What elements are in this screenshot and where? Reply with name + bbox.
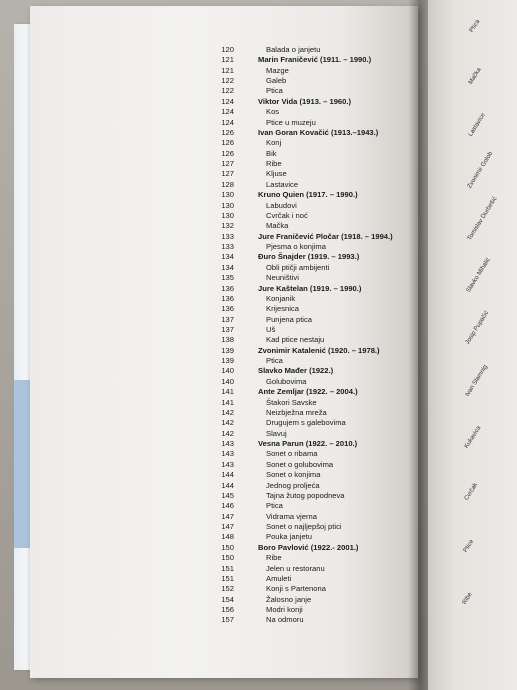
toc-page-number: 133 (221, 242, 234, 252)
opposite-page-line: Ivan Slamnig (463, 363, 489, 398)
toc-poem-title: Neizbježna mreža (266, 407, 327, 417)
toc-page-number: 127 (221, 159, 234, 169)
opposite-page-line: Ribe (461, 591, 475, 606)
toc-poem-title: Sonet o ribama (266, 449, 318, 459)
toc-page-number: 136 (221, 293, 234, 303)
toc-page-number: 152 (221, 584, 234, 594)
toc-author-name: Vesna Parun (1922. – 2010.) (258, 439, 358, 449)
toc-page-number: 121 (221, 55, 234, 65)
left-page (30, 6, 418, 678)
toc-page-number: 134 (221, 262, 234, 272)
toc-author-name: Ante Zemljar (1922. – 2004.) (258, 387, 358, 397)
toc-poem-title: Neuništivi (266, 273, 299, 283)
toc-page-number: 145 (221, 490, 234, 500)
toc-entry-row (30, 614, 450, 626)
toc-page-number: 126 (221, 138, 234, 148)
opposite-page-line: Lastavice (466, 111, 487, 138)
toc-author-name: Viktor Vida (1913. – 1960.) (258, 96, 352, 106)
toc-page-number: 135 (221, 273, 234, 283)
toc-page-number: 146 (221, 501, 234, 511)
toc-poem-title: Amuleti (266, 573, 292, 583)
toc-poem-title: Mačka (266, 221, 289, 231)
toc-poem-title: Tajna žutog popodneva (266, 490, 345, 500)
toc-page-number: 142 (221, 407, 234, 417)
toc-page-number: 144 (221, 470, 234, 480)
toc-page-number: 130 (221, 210, 234, 220)
toc-page-number: 122 (221, 76, 234, 86)
toc-poem-title: Ptica (266, 356, 283, 366)
toc-page-number: 156 (221, 604, 234, 614)
toc-page-number: 139 (221, 345, 234, 355)
toc-page-number: 136 (221, 283, 234, 293)
toc-author-name: Marin Franičević (1911. – 1990.) (258, 55, 372, 65)
toc-poem-title: Pouka janjetu (266, 532, 313, 542)
toc-poem-title: Žalosno janje (266, 594, 312, 604)
opposite-page-line: Josip Pupačić (464, 309, 491, 346)
toc-page-number: 143 (221, 459, 234, 469)
toc-page-number: 147 (221, 522, 234, 532)
toc-author-name: Ivan Goran Kovačić (1913.–1943.) (258, 127, 379, 137)
toc-poem-title: Punjena ptica (266, 314, 313, 324)
opposite-page-line: Slavko Mihalić (465, 256, 492, 294)
opposite-page-line: Mačka (467, 66, 483, 86)
toc-poem-title: Modri konji (266, 604, 303, 614)
toc-poem-title: Sonet o konjima (266, 470, 321, 480)
toc-poem-title: Obli ptičji ambijenti (266, 262, 330, 272)
toc-page-number: 136 (221, 304, 234, 314)
opposite-page-line: Cvrčak (462, 481, 479, 502)
toc-page-number: 140 (221, 376, 234, 386)
toc-poem-title: Lastavice (266, 179, 299, 189)
right-page (428, 0, 517, 690)
toc-poem-title: Uš (266, 324, 276, 334)
toc-page-number: 150 (221, 553, 234, 563)
opposite-page-line: Tomislav Durbešić (465, 195, 499, 242)
toc-author-name: Kruno Quien (1917. – 1990.) (258, 190, 358, 200)
toc-poem-title: Ptice u muzeju (266, 117, 316, 127)
toc-page-number: 139 (221, 356, 234, 366)
toc-page-number: 122 (221, 86, 234, 96)
toc-page-number: 143 (221, 439, 234, 449)
toc-page-number: 151 (221, 573, 234, 583)
toc-poem-title: Mazge (266, 65, 289, 75)
toc-page-number: 140 (221, 366, 234, 376)
toc-author-name: Jure Franičević Pločar (1918. – 1994.) (258, 231, 393, 241)
toc-page-number: 126 (221, 127, 234, 137)
toc-poem-title: Ribe (266, 553, 282, 563)
toc-page-number: 124 (221, 107, 234, 117)
toc-page-number: 141 (221, 397, 234, 407)
toc-poem-title: Konjanik (266, 293, 296, 303)
toc-poem-title: Štakori Savske (266, 397, 317, 407)
toc-poem-title: Drugujem s galebovima (266, 418, 346, 428)
toc-page-number: 133 (221, 231, 234, 241)
toc-poem-title: Konji s Partenona (266, 584, 326, 594)
toc-page-number: 121 (221, 65, 234, 75)
toc-page-number: 134 (221, 252, 234, 262)
toc-poem-title: Ribe (266, 159, 282, 169)
toc-poem-title: Kad ptice nestaju (266, 335, 325, 345)
toc-poem-title: Cvrčak i noć (266, 210, 308, 220)
opposite-page-line: Ptice (462, 538, 476, 554)
toc-page-number: 137 (221, 314, 234, 324)
toc-author-name: Đuro Šnajder (1919. – 1993.) (258, 252, 360, 262)
toc-poem-title: Ptica (266, 501, 283, 511)
toc-page-number: 141 (221, 387, 234, 397)
toc-poem-title: Na odmoru (266, 615, 304, 625)
toc-page-number: 132 (221, 221, 234, 231)
toc-page-number: 124 (221, 117, 234, 127)
opposite-page-line: Zvonimir Golob (466, 150, 495, 190)
toc-page-number: 138 (221, 335, 234, 345)
toc-page-number: 142 (221, 418, 234, 428)
toc-page-number: 144 (221, 480, 234, 490)
toc-page-number: 128 (221, 179, 234, 189)
toc-poem-title: Slavuj (266, 428, 287, 438)
toc-page-number: 120 (221, 45, 234, 54)
toc-page-number: 126 (221, 148, 234, 158)
toc-page-number: 143 (221, 449, 234, 459)
toc-page-number: 130 (221, 190, 234, 200)
toc-page-number: 124 (221, 96, 234, 106)
toc-page-number: 130 (221, 200, 234, 210)
toc-page-number: 154 (221, 594, 234, 604)
toc-poem-title: Kos (266, 107, 280, 117)
toc-poem-title: Konj (266, 138, 282, 148)
toc-poem-title: Sonet o golubovima (266, 459, 334, 469)
toc-page-number: 147 (221, 511, 234, 521)
opposite-page-line: Kukavica (463, 424, 483, 450)
toc-author-name: Boro Pavlović (1922.- 2001.) (258, 542, 359, 552)
toc-poem-title: Jelen u restoranu (266, 563, 325, 573)
toc-poem-title: Kljuse (266, 169, 287, 179)
toc-poem-title: Golubovima (266, 376, 307, 386)
toc-poem-title: Balada o janjetu (266, 45, 321, 54)
toc-poem-title: Bik (266, 148, 277, 158)
toc-author-name: Slavko Mađer (1922.) (258, 366, 334, 376)
toc-poem-title: Pjesma o konjima (266, 242, 326, 252)
toc-page-number: 150 (221, 542, 234, 552)
toc-poem-title: Ptica (266, 86, 283, 96)
opposite-page-line: Ptica (468, 18, 482, 34)
toc-page-number: 157 (221, 615, 234, 625)
toc-page-number: 142 (221, 428, 234, 438)
toc-poem-title: Krijesnica (266, 304, 299, 314)
toc-author-name: Jure Kaštelan (1919. – 1990.) (258, 283, 362, 293)
toc-poem-title: Vidrama vjerna (266, 511, 317, 521)
book-gutter (408, 0, 430, 690)
toc-page-number: 148 (221, 532, 234, 542)
toc-poem-title: Labudovi (266, 200, 297, 210)
toc-page-number: 137 (221, 324, 234, 334)
toc-page-number: 127 (221, 169, 234, 179)
toc-poem-title: Sonet o najljepšoj ptici (266, 522, 342, 532)
toc-poem-title: Galeb (266, 76, 287, 86)
toc-page-number: 151 (221, 563, 234, 573)
toc-author-name: Zvonimir Katalenić (1920. – 1978.) (258, 345, 380, 355)
toc-poem-title: Jednog proljeća (266, 480, 320, 490)
